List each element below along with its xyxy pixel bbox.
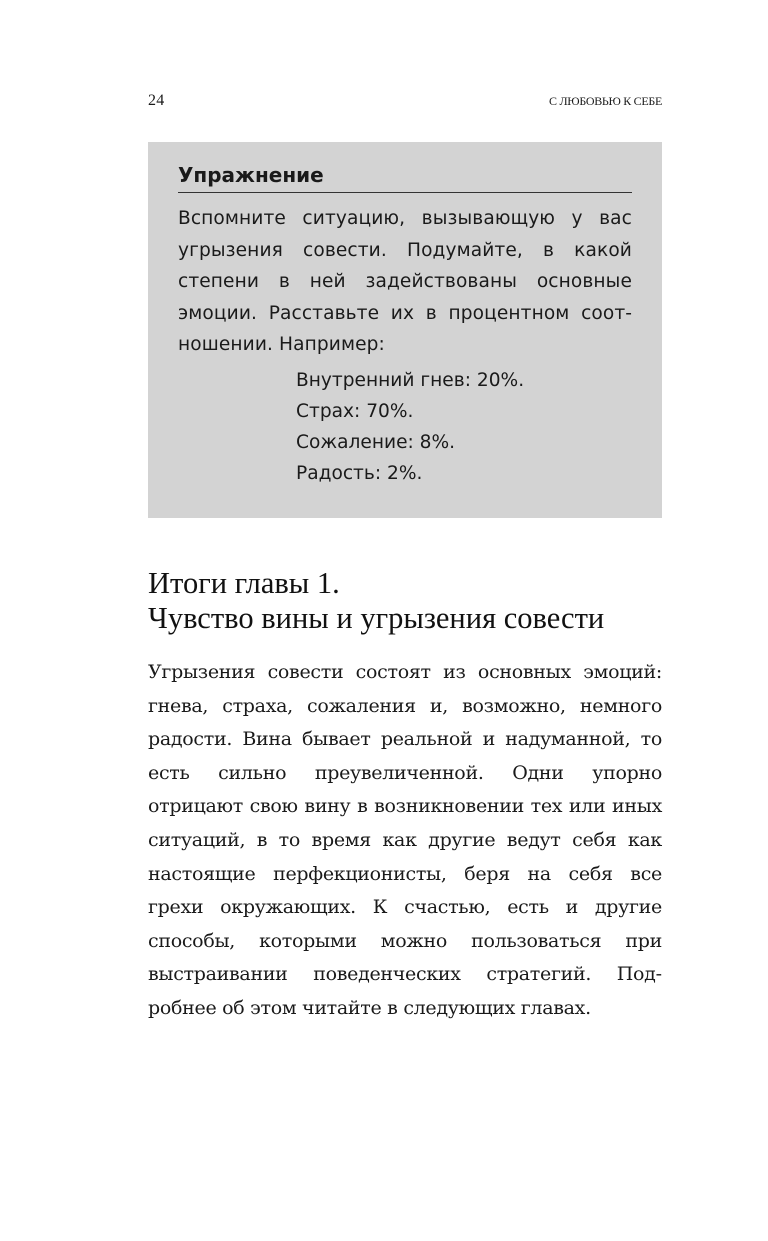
example-item: Сожаление: 8%. <box>296 431 456 453</box>
example-list <box>296 365 632 489</box>
summary-heading-line: Итоги главы 1. <box>148 566 340 600</box>
example-item: Внутренний гнев: 20%. <box>296 369 525 391</box>
exercise-title: Упражнение <box>178 160 632 193</box>
exercise-text: Вспомните ситуацию, вызывающую у вас угрызения совести. Подумайте, в какой степени в ней задействованы основные эмоции. Расставьте их в процентном соотношении. Например: <box>178 208 632 355</box>
example-item: Радость: 2%. <box>296 462 423 484</box>
running-header: С ЛЮБОВЬЮ К СЕБЕ <box>549 94 662 108</box>
summary-heading-line: Чувство вины и угрызения совести <box>148 601 605 635</box>
page-number: 24 <box>148 92 165 109</box>
chapter-summary-heading <box>148 566 668 636</box>
summary-paragraph: Угрызения совести состоят из основных эмоций: гнева, страха, сожаления и, возможно, немного радости. Вина бывает реальной и надуманной, то есть сильно преувеличенной. Одни упорно отрицают свою вину в возникновении тех или иных ситуаций, в то время как другие ведут себя как настоящие перфекционисты, беря на себя все грехи окружающих. К счастью, есть и другие способы, которыми можно пользоваться при выстраивании поведенческих стратегий. Подробнее об этом читайте в следующих главах. <box>148 661 662 1019</box>
exercise-box <box>148 142 662 518</box>
example-item: Страх: 70%. <box>296 400 414 422</box>
